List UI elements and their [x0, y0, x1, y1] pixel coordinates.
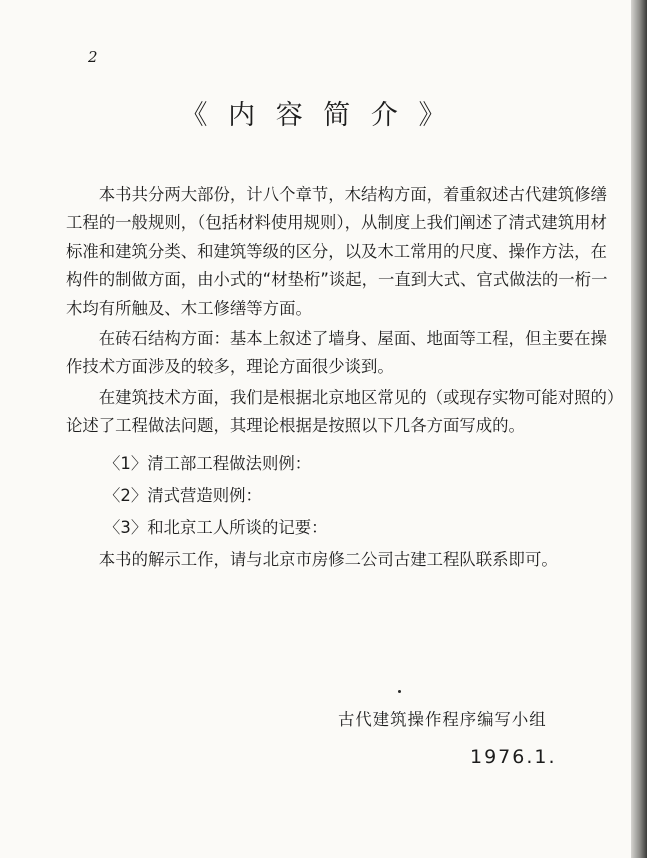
paragraph-masonry-structure: 在砖石结构方面：基本上叙述了墙身、屋面、地面等工程，但主要在操作技术方面涉及的较多，理论方面很少谈到。: [66, 329, 607, 377]
paragraph-contact: 本书的解示工作，请与北京市房修二公司古建工程队联系即可。: [98, 549, 558, 569]
reference-item: 〈1〉清工部工程做法则例：: [104, 453, 312, 473]
author-signature: 古代建筑操作程序编写小组: [338, 710, 547, 729]
book-binding-edge: [631, 0, 647, 858]
reference-list: [66, 448, 622, 544]
reference-item: 〈3〉和北京工人所谈的记要：: [104, 517, 328, 537]
paragraph-wood-structure: 本书共分两大部份，计八个章节，木结构方面，着重叙述古代建筑修缮工程的一般规则，（包括材料使用规则），从制度上我们阐述了清式建筑用材标准和建筑分类、和建筑等级的区分，以及木工常用的尺度、操作方法，在构件的制做方面，由小式的“材垫桁”谈起，一直到大式、官式做法的一桁一木均有所触及、木工修缮等方面。: [66, 185, 608, 318]
paragraph-building-technique: 在建筑技术方面，我们是根据北京地区常见的（或现存实物可能对照的）论述了工程做法问题，其理论根据是按照以下几各方面写成的。: [66, 387, 616, 436]
ink-dot: [398, 690, 401, 693]
reference-item: 〈2〉清式营造则例：: [104, 485, 262, 505]
body-text: [66, 181, 622, 574]
page-number: 2: [88, 48, 98, 66]
page-title: 《 内 容 简 介 》: [180, 100, 452, 131]
document-date: 1976.1.: [470, 746, 557, 768]
